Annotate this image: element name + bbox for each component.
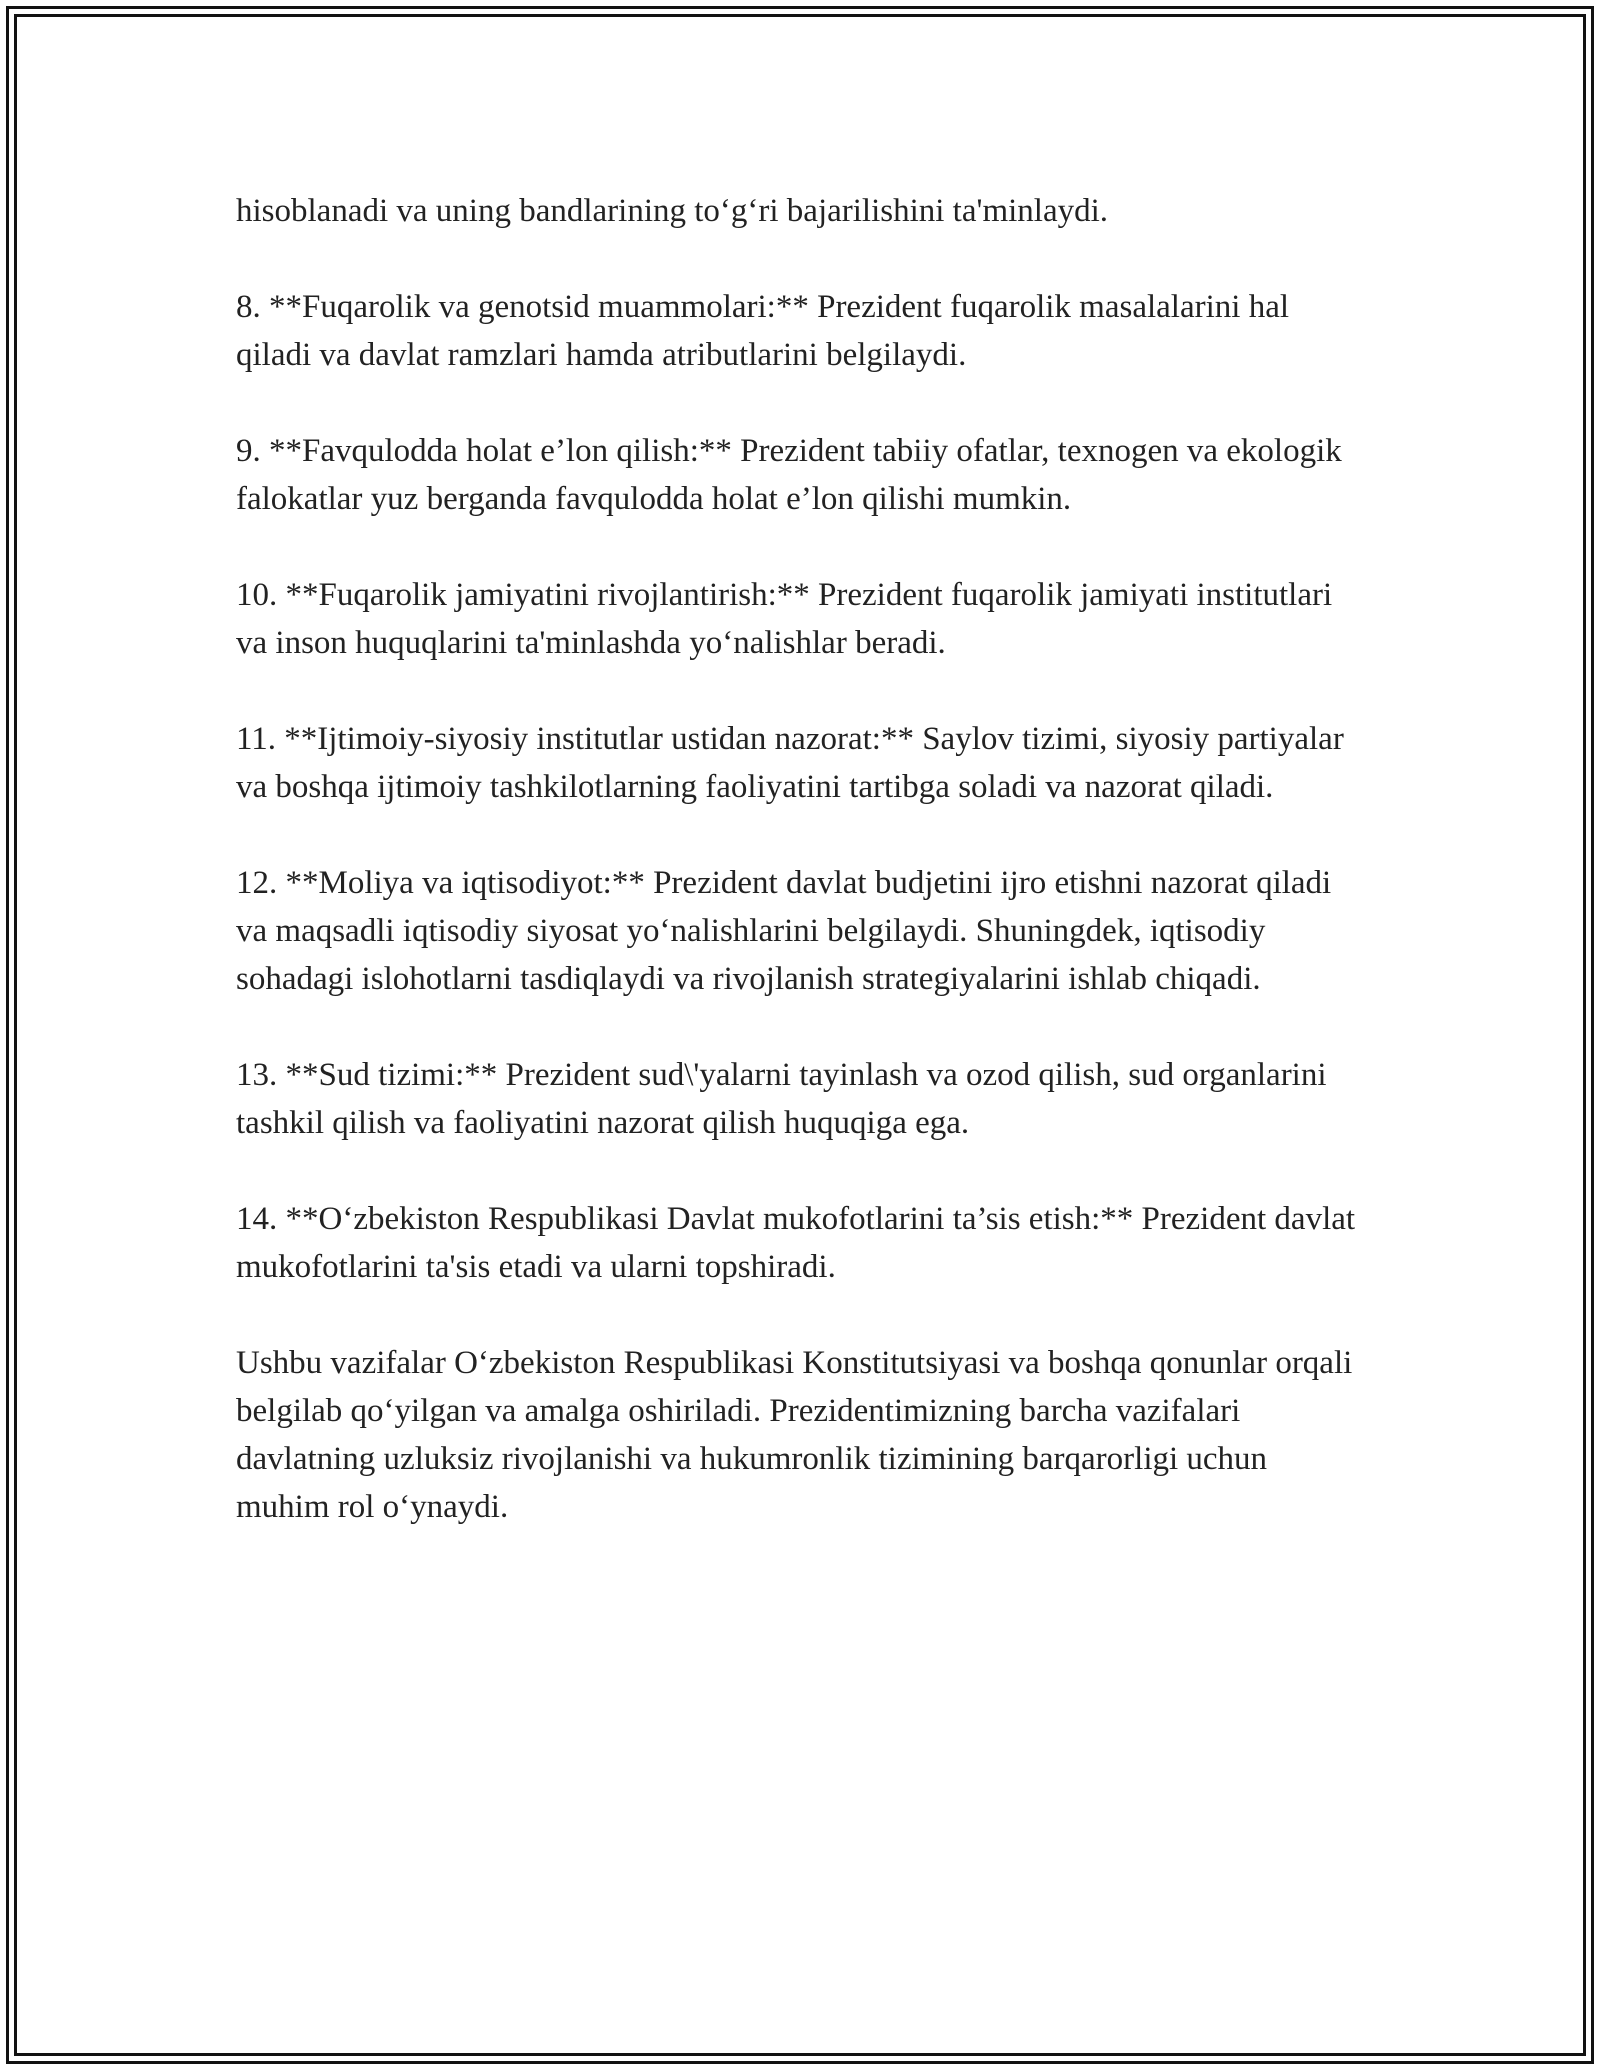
list-item-10: 10. **Fuqarolik jamiyatini rivojlantirish:** Prezident fuqarolik jamiyati institutlari va inson huquqlarini ta'minlashda yo‘nalishlar beradi. <box>236 577 1333 661</box>
list-item-14: 14. **O‘zbekiston Respublikasi Davlat mukofotlarini ta’sis etish:** Prezident davlat mukofotlarini ta'sis etadi va ularni topshiradi. <box>236 1201 1356 1285</box>
list-item-9: 9. **Favqulodda holat e’lon qilish:** Prezident tabiiy ofatlar, texnogen va ekologik falokatlar yuz berganda favqulodda holat e’lon qilishi mumkin. <box>236 433 1342 517</box>
list-item-13: 13. **Sud tizimi:** Prezident sud\'yalarni tayinlash va ozod qilish, sud organlarini tashkil qilish va faoliyatini nazorat qilish huquqiga ega. <box>236 1057 1327 1141</box>
paragraph-continuation: hisoblanadi va uning bandlarining to‘g‘ri bajarilishini ta'minlaydi. <box>236 193 1109 229</box>
list-item-8: 8. **Fuqarolik va genotsid muammolari:** Prezident fuqarolik masalalarini hal qiladi va davlat ramzlari hamda atributlarini belgilaydi. <box>236 289 1290 373</box>
list-item-11: 11. **Ijtimoiy-siyosiy institutlar ustidan nazorat:** Saylov tizimi, siyosiy partiyalar va boshqa ijtimoiy tashkilotlarning faoliyatini tartibga soladi va nazorat qiladi. <box>236 721 1344 805</box>
document-body <box>236 187 1366 1531</box>
closing-paragraph: Ushbu vazifalar O‘zbekiston Respublikasi Konstitutsiyasi va boshqa qonunlar orqali belgilab qo‘yilgan va amalga oshiriladi. Prezidentimizning barcha vazifalari davlatning uzluksiz rivojlanishi va hukumronlik tizimining barqarorligi uchun muhim rol o‘ynaydi. <box>236 1345 1353 1525</box>
list-item-12: 12. **Moliya va iqtisodiyot:** Prezident davlat budjetini ijro etishni nazorat qiladi va maqsadli iqtisodiy siyosat yo‘nalishlarini belgilaydi. Shuningdek, iqtisodiy sohadagi islohotlarni tasdiqlaydi va rivojlanish strategiyalarini ishlab chiqadi. <box>236 865 1332 997</box>
